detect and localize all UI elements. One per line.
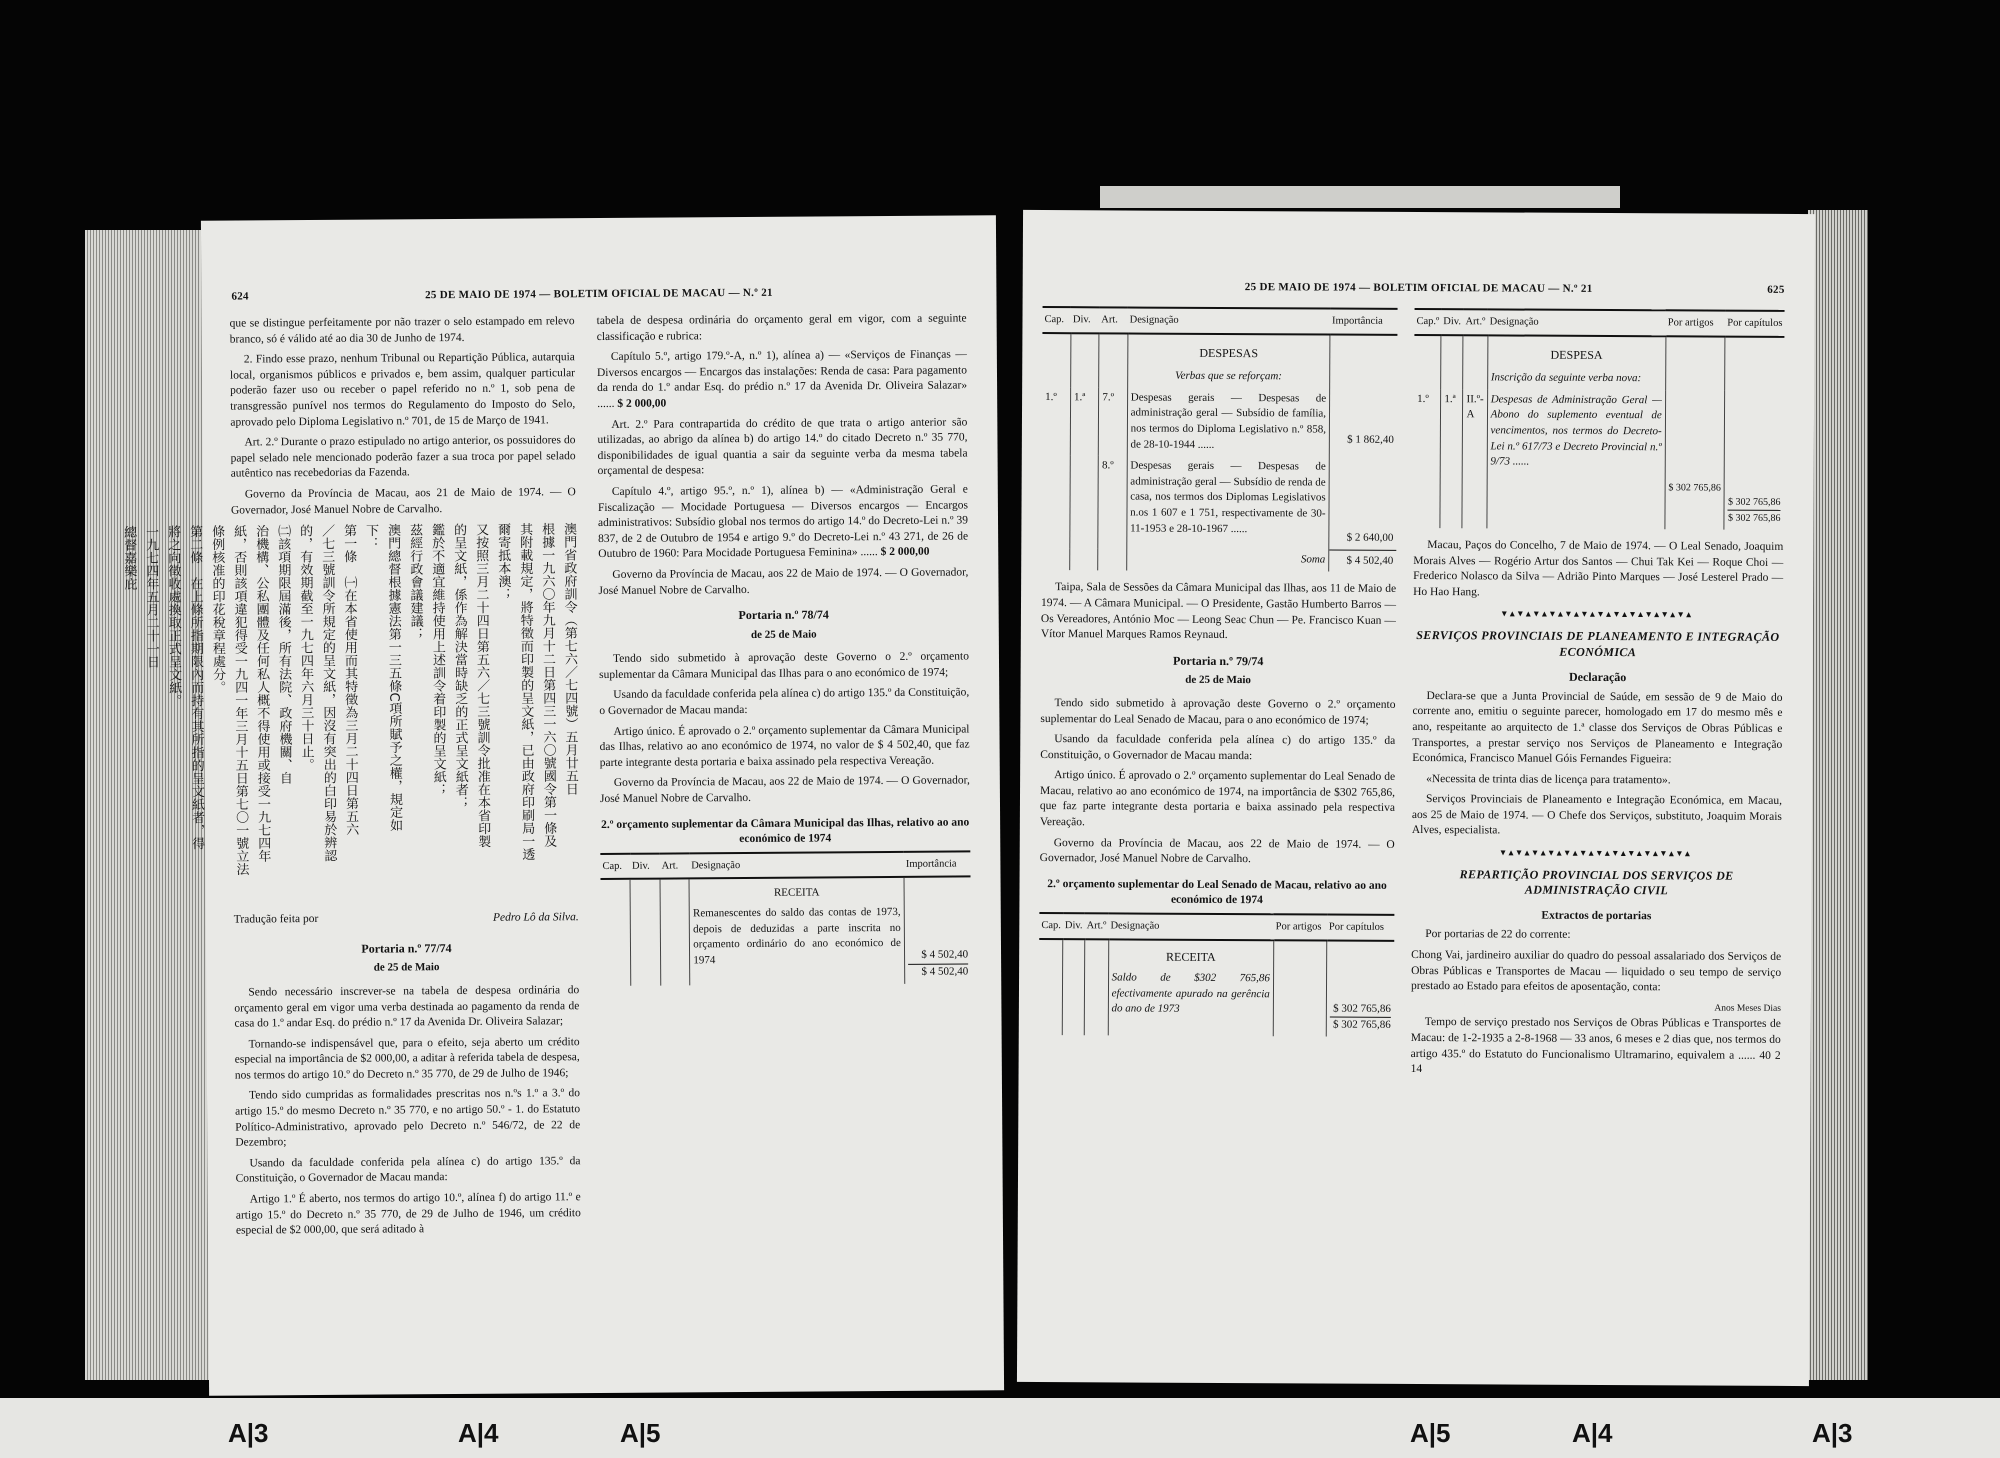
expense-table (1041, 306, 1397, 572)
paragraph: Artigo 1.º É aberto, nos termos do artigo 10.º, alínea f) do artigo 11.º e artigo 15.º do Decreto n.º 35 770, de 29 de Julho de 1946, um crédito especial de $2 000,00, que será aditado à (235, 1191, 581, 1237)
right-header (1053, 280, 1785, 306)
paragraph: Sendo necessário inscrever-se na tabela de despesa ordinária do orçamento geral em vigor uma verba destinada ao pagamento da renda de casa do 1.º andar Esq. do prédio n.º 17 da Avenida Dr. Oliveira Salazar; (234, 984, 580, 1030)
column-header: Div. (1071, 307, 1100, 333)
receita-text: Remanescentes do saldo das contas de 1973, depois de deduzidas a parte inscrita no orçamento ordinário do ano económico de 1974 (692, 905, 901, 967)
time-header: Anos Meses Dias (1714, 1003, 1781, 1014)
chinese-text-column: 的呈文紙，係作為解決當時缺乏的正式呈文紙者； (451, 523, 469, 810)
chinese-text-column: 澳門總督根據憲法第一三五條C項所賦予之權，規定如 (385, 523, 403, 832)
column-header: Por artigos (1666, 310, 1726, 336)
paragraph (597, 348, 967, 413)
receita-label: RECEITA (773, 886, 820, 900)
receita-table (1039, 912, 1395, 1037)
amount: $ 4 502,40 (921, 948, 969, 962)
paragraph: Serviços Provinciais de Planeamento e Integração Económica, em Macau, aos 25 de Maio de 1974. — O Chefe dos Serviços, substituto, Joaquim Morais Alves, especialista. (1411, 793, 1783, 837)
paragraph: Tendo sido cumpridas as formalidades prescritas nos n.ºs 1.º a 3.º do artigo 15.º do mesmo Decreto n.º 35 770, e no artigo 50.º - 1. do Estatuto Político-Administrativo, aprovado pelo Decreto n.º 546/72, de 22 de Dezembro; (235, 1087, 581, 1149)
art-cell: 8.º (1098, 455, 1127, 548)
paragraph: Macau, Paços do Concelho, 7 de Maio de 1974. — O Leal Senado, Joaquim Morais Alves — Rogério Artur dos Santos — Chui Tak Kei — Roque Choi — Frederico Nolasco da Silva — Adrião Pinto Marques — José Lesterel Prado — Ho Hao Hang. (1413, 539, 1784, 599)
budget-line: Capítulo 5.º, artigo 179.º-A, n.º 1), alínea a) — «Serviços de Finanças — Diversos encargos — Encargos das instalações: Renda de casa: Para pagamento da renda do 1.º andar Esq. do prédio n.º 17 da Avenida Dr. Oliveira Salazar» (596, 348, 968, 395)
paragraph: Tendo sido submetido à aprovação deste Governo o 2.º orçamento suplementar do Leal Senado de Macau, para o ano económico de 1974; (1040, 697, 1396, 727)
amount: $ 1 862,40 (1329, 388, 1397, 457)
paragraph: Usando da faculdade conferida pela alínea c) do artigo 135.º da Constituição, o Governador de Macau manda: (1040, 733, 1396, 762)
chinese-text-column: ㈡該項期限屆滿後，所有法院、政府機關、自 (275, 524, 292, 785)
chinese-text-column: 澳門省政府訓令（第七六／七四號）五月廿五日 (561, 522, 578, 796)
film-mark: A|3 (228, 1418, 269, 1448)
film-strip (0, 1398, 2000, 1458)
chinese-text-column: 紙，否則該項違犯得受一九四一年三月十五日第七〇一號立法 (231, 524, 249, 876)
budget-title: 2.º orçamento suplementar do Leal Senado de Macau, relativo ao ano económico de 1974 (1047, 877, 1387, 907)
table-row (1041, 455, 1396, 550)
section-heading: REPARTIÇÃO PROVINCIAL DOS SERVIÇOS DE ADMINISTRAÇÃO CIVIL (1459, 866, 1734, 898)
declaracao-title: Declaração (1568, 669, 1627, 685)
portaria-date: de 25 de Maio (373, 961, 440, 974)
column-header: Por capítulos (1725, 311, 1784, 337)
chinese-text-column: 治機構、公私團體及任何私人概不得使用或接受一九七四年 (253, 524, 271, 863)
paragraph: Artigo único. É aprovado o 2.º orçamento suplementar da Câmara Municipal das Ilhas, relativo ao ano económico de 1974, no valor de $ 4 502,40, que faz parte integrante desta portaria e baixa assinado pela respectiva Vereação. (599, 723, 970, 769)
film-artifact (1100, 186, 1620, 208)
chinese-text-column: 一九七四年五月二十一日 (143, 525, 160, 669)
left-page (121, 215, 1004, 1396)
column-header: Por capítulos (1327, 915, 1395, 941)
paragraph: Tempo de serviço prestado nos Serviços de Obras Públicas e Transportes de Macau: de 1-2-1935 a 2-8-1968 — 33 anos, 6 meses e 2 dias que, nos termos do artigo 435.º do Estatuto do Funcionalismo Ultramarino, equivalem a ...... 40 2 14 (1411, 1015, 1781, 1079)
right-column-1 (1039, 306, 1398, 1037)
column-header: Por artigos (1274, 914, 1327, 940)
portaria-title: Portaria n.º 79/74 (1173, 653, 1264, 668)
amount: $ 2 000,00 (880, 546, 930, 559)
designation-cell: Despesas de Administração Geral — Abono do suplemento eventual de vencimentos, nos termos do Decreto-Lei n.º 617/73 e Decreto Provincial n.º 9/73 ...... (1487, 389, 1666, 529)
signature-paragraph: Governo da Província de Macau, aos 22 de Maio de 1974. — O Governador, José Manuel Nobre de Carvalho. (598, 566, 969, 597)
paragraph: tabela de despesa ordinária do orçamento geral em vigor, com a seguinte classificação e rubrica: (596, 312, 967, 343)
column-header: Div. (630, 853, 660, 879)
chinese-text-column: 條例核准的印花稅章程處分。 (209, 524, 226, 694)
left-column-1 (121, 314, 581, 1244)
right-page (1017, 210, 1815, 1386)
chinese-text-column: 又按照三月二十四日第五六／七三號訓令批准在本省印製 (473, 522, 491, 849)
paragraph: Taipa, Sala de Sessões da Câmara Municipal das Ilhas, aos 11 de Maio de 1974. — A Câmara Municipal. — O Presidente, Gastão Humberto Barros — Os Vereadores, António Moc — Leong Seac Chun — Pe. Francisco Kuan — Vítor Manuel Marques Ramos Reynaud. (1040, 581, 1397, 642)
column-header: Designação (1128, 307, 1331, 334)
column-header: Art.º (1463, 309, 1487, 335)
translator-line (234, 910, 579, 928)
page-number: 624 (231, 290, 249, 303)
film-mark: A|4 (458, 1418, 499, 1448)
chinese-text-column: 的，有效期截至一九七四年六月三十日止。 (297, 524, 314, 772)
table-header-row (1039, 913, 1394, 940)
chinese-text-column: 下： (363, 523, 379, 550)
paragraph: Por portarias de 22 do corrente: (1425, 928, 1571, 942)
running-header: 25 DE MAIO DE 1974 — BOLETIM OFICIAL DE MACAU — N.º 21 (1244, 281, 1593, 295)
amount: $ 2 640,00 (1329, 457, 1397, 550)
table-row (1413, 389, 1784, 530)
paragraph (598, 482, 969, 563)
paragraph: que se distingue perfeitamente por não trazer o selo estampado em relevo branco, só é válido até ao dia 30 de Junho de 1974. (229, 315, 575, 346)
div-cell: 1.ª (1070, 387, 1099, 456)
left-header (231, 285, 966, 312)
book-edge-right (1808, 210, 1868, 1380)
chinese-text-column: 爾寄抵本澳； (495, 522, 511, 601)
chinese-text-column: 第二條 在上條所指期限內而持有其所指的呈文紙者，得 (187, 524, 205, 851)
signature-paragraph: Governo da Província de Macau, aos 22 de Maio de 1974. — O Governador, José Manuel Nobre de Carvalho. (1039, 836, 1395, 866)
column-header: Art. (660, 853, 690, 879)
signature-paragraph: Governo da Província de Macau, aos 21 de Maio de 1974. — O Governador, José Manuel Nobre de Carvalho. (230, 486, 576, 517)
chinese-text-column: 總督嘉樂庇 (121, 525, 137, 591)
translator-name: Pedro Lô da Silva. (492, 911, 579, 924)
table-row (601, 877, 972, 986)
paragraph: Art. 2.º Para contrapartida do crédito de que trata o artigo anterior são utilizadas, ao abrigo da alínea b) do artigo 14.º do citado Decreto n.º 35 770, disponibilidades de igual quantia a sair da seguinte verba da mesma tabela orçamental de despesa: (597, 416, 968, 478)
paragraph: Tornando-se indispensável que, para o efeito, seja aberto um crédito especial na importância de $2 000,00, a aditar à referida tabela de despesa, nos termos do artigo 10.º do Decreto n.º 35 770, de 29 de Julho de 1946; (234, 1035, 580, 1082)
page-number: 625 (1767, 283, 1785, 296)
film-mark: A|5 (1410, 1418, 1451, 1448)
verbas-label: Verbas que se reforçam: (1175, 369, 1283, 383)
running-header: 25 DE MAIO DE 1974 — BOLETIM OFICIAL DE MACAU — N.º 21 (425, 286, 773, 302)
table-header-row (1042, 307, 1397, 334)
total: $ 302 765,86 (1728, 510, 1781, 527)
budget-table (600, 850, 971, 985)
designation-cell: Despesas gerais — Despesas de administração geral — Subsídio de renda de casa, nos termos dos Diplomas Legislativos n.os 1 607 e 1 751, respectivamente de 30-11-1953 e 28-10-1967 ...... (1126, 456, 1329, 550)
time-values: 40 2 14 (1410, 1049, 1781, 1076)
paragraph: Declara-se que a Junta Provincial de Saúde, em sessão de 9 de Maio do corrente ano, emitiu o seguinte parecer, homologado em 17 do mesmo mês e ano, respeitante ao arquitecto de 1.ª classe dos Serviços de Obras Públicas e Transportes, a prestar serviço nos Serviços de Planeamento e Integração Económica, Francisco Manuel Góis Fernandes Figueira: (1412, 689, 1783, 766)
paragraph: Tendo sido submetido à aprovação deste Governo o 2.º orçamento suplementar da Câmara Municipal das Ilhas para o ano económico de 1974; (599, 650, 970, 681)
amount-by-article: $ 302 765,86 (1665, 390, 1725, 529)
chinese-text-column: 將之向徵收處換取正式呈文紙。 (165, 525, 182, 708)
portaria-title: Portaria n.º 77/74 (361, 940, 452, 956)
column-header: Div. (1063, 913, 1085, 939)
signature-paragraph: Governo da Província de Macau, aos 22 de Maio de 1974. — O Governador, José Manuel Nobre de Carvalho. (599, 774, 970, 806)
table-row (1414, 335, 1784, 391)
column-header: Cap. (1039, 913, 1063, 939)
chinese-text-column: ／七三號訓令所規定的呈文紙，因沒有突出的白印易於辨認 (319, 523, 337, 863)
column-header: Art. (1099, 307, 1128, 333)
despesa-table (1413, 308, 1784, 530)
paragraph: Usando da faculdade conferida pela alínea c) do artigo 135.º da Constituição, o Governador de Macau manda: (599, 686, 970, 718)
ornament-divider: ▾▴▾▴▾▴▾▴▾▴▾▴▾▴▾▴▾▴▾▴▾▴▾▴ (1500, 847, 1693, 860)
extractos-title: Extractos de portarias (1541, 909, 1652, 923)
portaria-title: Portaria n.º 78/74 (738, 607, 829, 623)
amount: $ 302 765,86 (1333, 1002, 1391, 1015)
soma-amount: $ 4 502,40 (1329, 550, 1397, 572)
paragraph: Art. 2.º Durante o prazo estipulado no artigo anterior, os possuidores do papel selado nele mencionado poderão fazer a sua troca por papel selado autêntico nas recebedorias da Fazenda. (230, 434, 576, 480)
budget-title: 2.º orçamento suplementar da Câmara Municipal das Ilhas, relativo ao ano económico de 1974 (600, 816, 970, 846)
budget-line: Capítulo 4.º, artigo 95.º, n.º 1), alínea b) — «Administração Geral e Fiscalização — Mocidade Portuguesa — Diversos encargos — Encargos administrativos: Subsídio global nos termos do artigo 14.º do Decreto-Lei n.º 39 837, de 2 de Outubro de 1954 e artigo 9.º do Decreto-Lei n.º 43 271, de 26 de Outubro de 1960: Para Mocidade Portuguesa Feminina» (597, 483, 969, 561)
despesa-label: DESPESA (1550, 347, 1603, 362)
receita-label: RECEITA (1166, 949, 1216, 964)
right-column-2 (1411, 308, 1785, 1085)
chinese-text-column: 鑑於不適宜維持使用上述訓令着印製的呈文紙； (429, 523, 446, 797)
paragraph: «Necessita de trinta dias de licença para tratamento». (1426, 772, 1671, 787)
chinese-text-column: 根據一九六〇年九月十二日第四三一六〇號國令第一條及 (539, 522, 557, 848)
column-header: Cap. (600, 854, 630, 880)
table-header-row (600, 851, 970, 879)
table-header-row (1414, 309, 1784, 337)
ornament-divider: ▾▴▾▴▾▴▾▴▾▴▾▴▾▴▾▴▾▴▾▴▾▴▾▴ (1501, 608, 1695, 621)
left-column-2 (597, 311, 972, 985)
soma-label: Soma (1126, 549, 1329, 572)
cap-cell: 1.º (1417, 392, 1429, 405)
column-header: Importância (1330, 309, 1398, 335)
film-mark: A|4 (1572, 1418, 1613, 1448)
receita-text: Saldo de $302 765,86 efectivamente apurado na gerência do ano de 1973 (1111, 971, 1270, 1016)
paragraph: 2. Findo esse prazo, nenhum Tribunal ou Repartição Pública, autarquia local, organismos públicos e privados e, bem assim, qualquer particular poderão fazer uso ou receber o papel referido no n.º 1, sob pena de transgressão punível nos termos do Regulamento do Imposto do Selo, aprovado pelo Diploma Legislativo n.º 701, de 15 de Março de 1941. (229, 351, 576, 429)
despesas-label: DESPESAS (1199, 345, 1259, 360)
chinese-text-column: 第一條 ㈠在本省使用而其特徵為三月二十四日第五六 (341, 523, 359, 836)
art-cell: II.º-A (1462, 389, 1487, 528)
amount: $ 2 000,00 (617, 397, 667, 410)
total: $ 4 502,40 (908, 963, 968, 980)
chinese-text-block (121, 522, 579, 904)
film-mark: A|5 (620, 1418, 661, 1448)
table-row (1042, 333, 1397, 389)
table-row (1041, 548, 1396, 572)
div-cell: 1.ª (1440, 389, 1463, 528)
table-row (1039, 939, 1394, 1037)
inscricao-label: Inscrição da seguinte verba nova: (1490, 371, 1642, 385)
translator-label: Tradução feita por (233, 913, 319, 926)
table-row (1042, 387, 1397, 457)
total: $ 302 765,86 (1330, 1017, 1391, 1034)
art-cell: 7.º (1099, 387, 1128, 456)
column-header: Div. (1441, 309, 1463, 335)
column-header: Designação (1108, 913, 1273, 939)
cap-cell: 1.º (1045, 390, 1057, 403)
film-mark: A|3 (1812, 1418, 1853, 1448)
paragraph: Usando da faculdade conferida pela alínea c) do artigo 135.º da Constituição, o Governador de Macau manda: (235, 1155, 581, 1186)
portaria-date: de 25 de Maio (1185, 674, 1251, 687)
column-header: Cap.º (1414, 309, 1441, 335)
column-header: Designação (689, 852, 904, 879)
section-heading: SERVIÇOS PROVINCIAIS DE PLANEAMENTO E INTEGRAÇÃO ECONÓMICA (1416, 627, 1780, 659)
chinese-text-column: 其附載規定，將特徵而印製的呈文紙，已由政府印刷局一透 (517, 522, 535, 861)
column-header: Cap. (1042, 307, 1071, 333)
chinese-text-column: 茲經行政會議建議； (407, 523, 423, 641)
amount-by-chapter: $ 302 765,86 (1728, 496, 1781, 508)
column-header: Designação (1488, 309, 1666, 336)
designation-cell: Despesas gerais — Despesas de administração geral — Subsídio de família, nos termos do Diploma Legislativo n.º 858, de 28-10-1944 ...... (1127, 387, 1330, 456)
column-header: Importância (904, 851, 971, 877)
paragraph: Artigo único. É aprovado o 2.º orçamento suplementar do Leal Senado de Macau, relativo ao ano económico de 1974, na importância de $302 765,86, que faz parte integrante desta portaria e baixa assinado pela respectiva Vereação. (1039, 769, 1396, 829)
column-header: Art.º (1085, 913, 1109, 939)
paragraph: Chong Vai, jardineiro auxiliar do quadro do pessoal assalariado dos Serviços de Obras Públicas e Transportes de Macau — liquidado o seu tempo de serviço prestado ao Estado para efeitos de aposentação, conta: (1410, 949, 1782, 994)
portaria-date: de 25 de Maio (750, 628, 817, 641)
